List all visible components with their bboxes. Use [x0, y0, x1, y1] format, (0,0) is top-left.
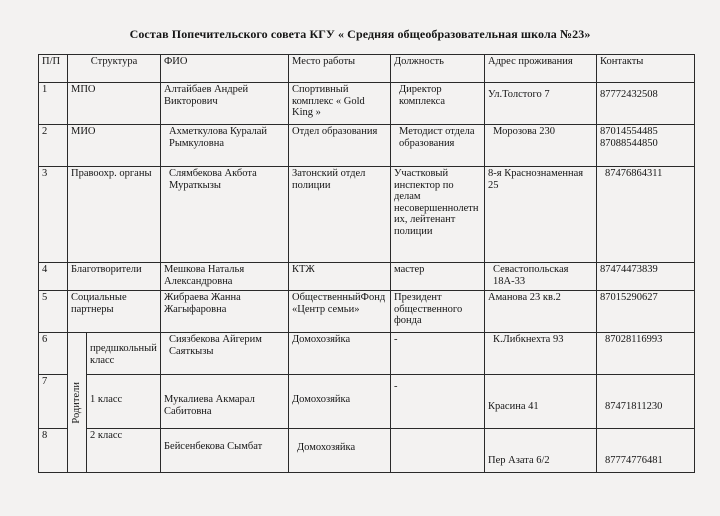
header-row	[39, 55, 695, 83]
row-contacts: 87471811230	[597, 375, 695, 429]
header-address: Адрес проживания	[485, 55, 597, 83]
row-class: 1 класс	[87, 375, 161, 429]
row-num: 2	[39, 125, 68, 167]
header-structure: Структура	[68, 55, 161, 83]
row-address: 8-я Краснознаменная 25	[485, 167, 597, 263]
row-workplace: Отдел образования	[289, 125, 391, 167]
header-contacts: Контакты	[597, 55, 695, 83]
row-workplace: Домохозяйка	[289, 333, 391, 375]
row-fio: Ахметкулова Куралай Рымкуловна	[161, 125, 289, 167]
table-row	[39, 167, 695, 263]
row-num: 6	[39, 333, 68, 375]
row-position: Методист отдела образования	[391, 125, 485, 167]
row-num: 8	[39, 429, 68, 473]
row-position: Участковый инспектор по делам несовершеннолетних, лейтенант полиции	[391, 167, 485, 263]
row-address: Морозова 230	[485, 125, 597, 167]
row-fio: Бейсенбекова Сымбат	[161, 429, 289, 473]
row-contacts: 87772432508	[597, 83, 695, 125]
row-address: Красина 41	[485, 375, 597, 429]
row-position: Директор комплекса	[391, 83, 485, 125]
row-workplace: ОбщественныйФонд «Центр семьи»	[289, 291, 391, 333]
header-num: П/П	[39, 55, 68, 83]
row-address: Аманова 23 кв.2	[485, 291, 597, 333]
row-contacts: 87774776481	[597, 429, 695, 473]
header-position: Должность	[391, 55, 485, 83]
row-structure: МПО	[68, 83, 161, 125]
row-contacts: 87015290627	[597, 291, 695, 333]
row-structure: Правоохр. органы	[68, 167, 161, 263]
row-position: Президент общественного фонда	[391, 291, 485, 333]
table-row	[39, 291, 695, 333]
row-fio: Сиязбекова Айгерим Саяткызы	[161, 333, 289, 375]
row-address: Севастопольская 18А-33	[485, 263, 597, 291]
row-workplace: Спортивный комплекс « Gold King »	[289, 83, 391, 125]
row-fio: Мешкова Наталья Александровна	[161, 263, 289, 291]
document-title: Состав Попечительского совета КГУ « Средняя общеобразовательная школа №23»	[129, 27, 591, 41]
table-row	[39, 263, 695, 291]
row-structure: Социальные партнеры	[68, 291, 161, 333]
table-row	[39, 83, 695, 125]
table-row	[39, 125, 695, 167]
row-class: предшкольный класс	[87, 333, 161, 375]
table-row	[39, 333, 695, 375]
row-structure: МИО	[68, 125, 161, 167]
row-fio: Слямбекова Акбота Мураткызы	[161, 167, 289, 263]
row-fio: Алтайбаев Андрей Викторович	[161, 83, 289, 125]
header-fio: ФИО	[161, 55, 289, 83]
table-row	[39, 429, 695, 473]
table-row	[39, 375, 695, 429]
row-workplace: Домохозяйка	[289, 429, 391, 473]
row-position: мастер	[391, 263, 485, 291]
row-num: 5	[39, 291, 68, 333]
row-contacts: 87028116993	[597, 333, 695, 375]
row-contacts: 87476864311	[597, 167, 695, 263]
row-structure: Благотворители	[68, 263, 161, 291]
row-num: 7	[39, 375, 68, 429]
row-position	[391, 429, 485, 473]
row-contacts: 87014554485 87088544850	[597, 125, 695, 167]
row-contacts: 87474473839	[597, 263, 695, 291]
row-address: Ул.Толстого 7	[485, 83, 597, 125]
row-num: 1	[39, 83, 68, 125]
row-fio: Мукалиева Акмарал Сабитовна	[161, 375, 289, 429]
council-table	[38, 54, 695, 473]
row-workplace: Затонский отдел полиции	[289, 167, 391, 263]
parents-group-label	[68, 333, 87, 473]
parents-label: Родители	[71, 381, 83, 424]
row-fio: Жибраева Жанна Жагыфаровна	[161, 291, 289, 333]
row-address: К.Либкнехта 93	[485, 333, 597, 375]
header-workplace: Место работы	[289, 55, 391, 83]
row-address: Пер Азата 6/2	[485, 429, 597, 473]
row-position: -	[391, 333, 485, 375]
row-num: 3	[39, 167, 68, 263]
row-workplace: Домохозяйка	[289, 375, 391, 429]
row-class: 2 класс	[87, 429, 161, 473]
row-num: 4	[39, 263, 68, 291]
row-workplace: КТЖ	[289, 263, 391, 291]
row-position: -	[391, 375, 485, 429]
